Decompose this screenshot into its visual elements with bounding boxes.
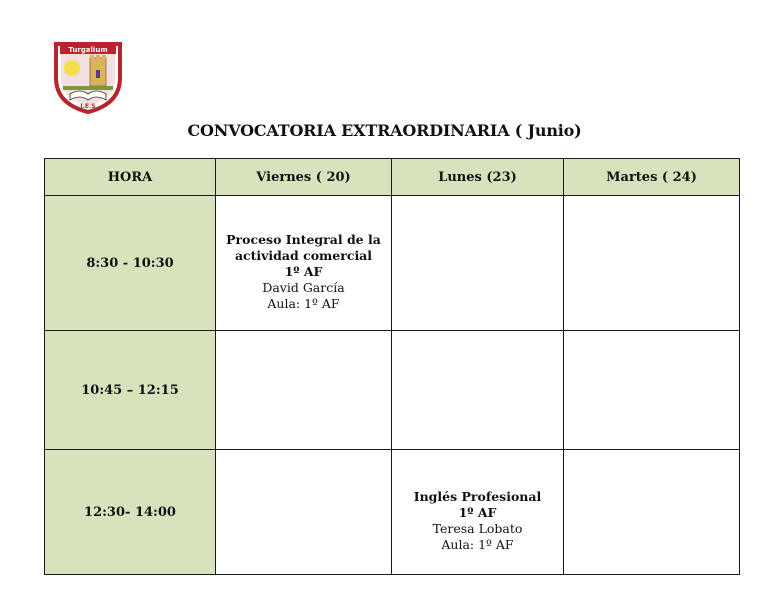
exam-cell-lunes (392, 450, 564, 575)
svg-text:Turgalium: Turgalium (68, 46, 108, 54)
document-title: CONVOCATORIA EXTRAORDINARIA ( Junio) (187, 121, 582, 140)
exam-cell-viernes (216, 196, 392, 331)
header-hour: HORA (45, 159, 216, 196)
empty-cell (392, 196, 564, 331)
hour-cell: 10:45 – 12:15 (45, 331, 216, 450)
hour-cell: 12:30- 14:00 (45, 450, 216, 575)
exam-teacher: Teresa Lobato (432, 520, 523, 536)
exam-schedule-table (44, 158, 740, 575)
empty-cell (564, 450, 740, 575)
empty-cell (392, 331, 564, 450)
exam-teacher: David García (262, 280, 345, 295)
empty-cell (216, 331, 392, 450)
exam-entry (216, 214, 391, 312)
exam-subject-continued: actividad comercial (234, 248, 373, 263)
exam-subject: Inglés Profesional (413, 488, 542, 504)
shield-icon (50, 38, 126, 114)
hour-cell: 8:30 - 10:30 (45, 196, 216, 331)
table-row (45, 331, 740, 450)
empty-cell (564, 196, 740, 331)
header-martes: Martes ( 24) (564, 159, 740, 196)
exam-entry (392, 472, 563, 553)
header-lunes: Lunes (23) (392, 159, 564, 196)
svg-text:I.E.S: I.E.S (80, 103, 96, 110)
table-row (45, 450, 740, 575)
table-header-row (45, 159, 740, 196)
empty-cell (216, 450, 392, 575)
table-row (45, 196, 740, 331)
empty-cell (564, 331, 740, 450)
exam-group: 1º AF (284, 264, 323, 279)
exam-room: Aula: 1º AF (441, 536, 514, 552)
school-logo (50, 38, 126, 114)
exam-subject: Proceso Integral de la (226, 232, 381, 247)
exam-room: Aula: 1º AF (267, 296, 340, 311)
exam-group: 1º AF (458, 504, 497, 520)
header-viernes: Viernes ( 20) (216, 159, 392, 196)
